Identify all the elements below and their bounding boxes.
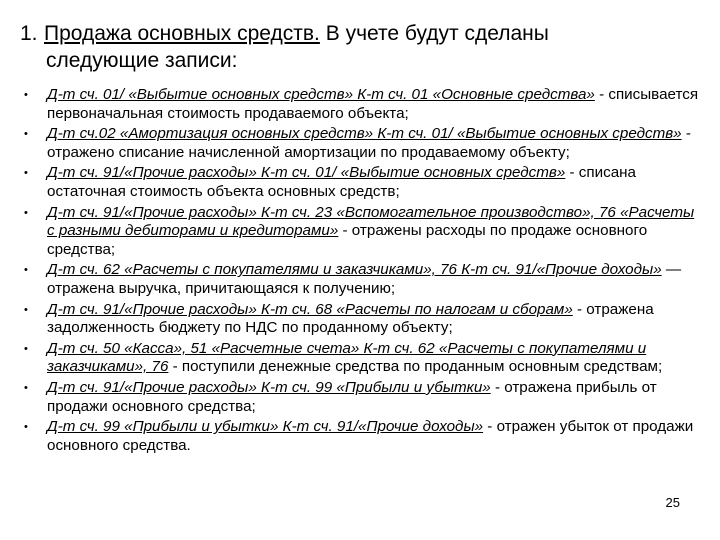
entry-item bbox=[20, 164, 700, 201]
heading-rest: В учете будут сделаны bbox=[319, 22, 549, 45]
entry-accounts: Д-т сч. 01/ «Выбытие основных средств» К-т сч. 01 «Основные средства» bbox=[47, 86, 595, 103]
bullet-icon: • bbox=[24, 167, 28, 180]
entry-item bbox=[20, 125, 700, 162]
heading-number: 1. bbox=[20, 22, 38, 45]
entry-accounts: Д-т сч. 91/«Прочие расходы» К-т сч. 68 «Расчеты по налогам и сборам» bbox=[47, 300, 573, 318]
slide-heading bbox=[20, 20, 700, 74]
entry-item bbox=[20, 340, 700, 377]
entry-accounts: Д-т сч. 91/«Прочие расходы» К-т сч. 23 «Вспомогательное производство», 76 «Расчеты с разными дебиторами и кредиторами» bbox=[47, 203, 695, 240]
bullet-icon: • bbox=[24, 89, 28, 101]
entry-description: - отражено списание начисленной амортизации по продаваемому объекту; bbox=[47, 125, 691, 161]
entry-description: - списана остаточная стоимость объекта основных средств; bbox=[47, 164, 636, 200]
entry-item bbox=[20, 418, 700, 455]
entry-accounts: Д-т сч. 91/«Прочие расходы» К-т сч. 01/ «Выбытие основных средств» bbox=[47, 164, 566, 182]
entry-accounts: Д-т сч. 62 «Расчеты с покупателями и заказчиками», 76 К-т сч. 91/«Прочие доходы» bbox=[47, 261, 662, 279]
entry-item bbox=[20, 301, 700, 338]
bullet-icon: • bbox=[24, 264, 28, 277]
bullet-icon: • bbox=[24, 128, 28, 141]
entry-accounts: Д-т сч. 99 «Прибыли и убытки» К-т сч. 91/«Прочие доходы» bbox=[47, 418, 484, 436]
entry-accounts: Д-т сч. 91/«Прочие расходы» К-т сч. 99 «Прибыли и убытки» bbox=[47, 378, 491, 396]
entry-description: - списывается первоначальная стоимость продаваемого объекта; bbox=[47, 86, 699, 122]
entry-description: - отражена прибыль от продажи основного средства; bbox=[47, 378, 657, 415]
page-number: 25 bbox=[665, 495, 680, 510]
entry-accounts: Д-т сч.02 «Амортизация основных средств» К-т сч. 01/ «Выбытие основных средств» bbox=[47, 125, 682, 143]
bullet-icon: • bbox=[24, 342, 28, 355]
entry-description: - отражен убыток от продажи основного средства. bbox=[47, 418, 694, 454]
entries-list bbox=[20, 86, 700, 457]
entry-description: — отражена выручка, причитающаяся к получению; bbox=[47, 261, 682, 297]
bullet-icon: • bbox=[24, 381, 28, 394]
bullet-icon: • bbox=[24, 303, 28, 316]
entry-item bbox=[20, 204, 700, 260]
bullet-icon: • bbox=[24, 421, 28, 434]
entry-description: - отражены расходы по продаже основного средства; bbox=[47, 222, 648, 258]
entry-item bbox=[20, 86, 700, 123]
entry-description: - отражена задолженность бюджету по НДС по проданному объекту; bbox=[47, 300, 654, 337]
bullet-icon: • bbox=[24, 206, 28, 219]
entry-accounts: Д-т сч. 50 «Касса», 51 «Расчетные счета» К-т сч. 62 «Расчеты с покупателями и заказчиками», 76 bbox=[47, 339, 647, 376]
entry-item bbox=[20, 379, 700, 416]
entry-description: - поступили денежные средства по проданным основным средствам; bbox=[168, 358, 663, 376]
heading-underlined: Продажа основных средств. bbox=[44, 22, 320, 45]
heading-line2: следующие записи: bbox=[46, 49, 238, 72]
entry-item bbox=[20, 261, 700, 298]
